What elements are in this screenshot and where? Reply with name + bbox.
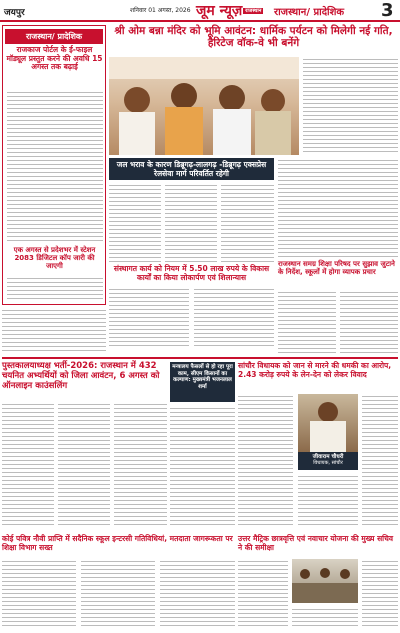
bottom-right-story-body-1 — [238, 559, 288, 629]
mla-caption-role: विधायक, सांचौर — [313, 460, 343, 466]
left-column-continued — [2, 308, 106, 353]
recruitment-story-body-1 — [2, 402, 54, 527]
bottom-left-story — [2, 535, 235, 631]
recruitment-story-body-3 — [114, 402, 167, 527]
rail-story-headline: जल भराव के कारण डिब्रूगढ़-लालगढ़ -डिब्रूगढ़ एक्सप्रेस रेलसेवा मार्ग परिवर्तित रहेगी — [109, 158, 274, 180]
mla-photo-caption — [298, 452, 358, 470]
recruitment-story — [2, 362, 167, 532]
bottom-right-story-body-2 — [292, 607, 358, 629]
masthead-date: शनिवार 01 अगस्त, 2026 — [130, 7, 191, 14]
masthead — [0, 0, 400, 22]
bottom-left-story-headline: कोई पवित्र नौवी प्राप्ति में सदैनिक स्कूल इन्टरसी गतिविधियां, मतदाता जागरूकता पर शिक्षा विभाग सख्त — [2, 534, 233, 552]
top-story-photo — [109, 57, 299, 155]
mla-photo — [298, 394, 358, 452]
page-number: 3 — [381, 0, 394, 21]
logo-tag: राजस्थान — [245, 8, 262, 14]
mla-story-body-2 — [298, 474, 358, 527]
left-column — [2, 25, 106, 305]
bottom-right-story-body-3 — [362, 559, 398, 629]
mla-story — [238, 362, 398, 532]
top-story-continued-body — [278, 158, 398, 258]
development-story-body-1 — [109, 287, 189, 349]
mla-caption-name: जीवाराम चौधरी — [312, 454, 344, 460]
education-story-headline: राजस्थान समग्र शिक्षा परिषद पर सुझाव जुटाने के निर्देश, स्कूलों में होगा व्यापक प्रचार — [278, 260, 395, 277]
education-story — [278, 260, 398, 355]
development-story-headline: संस्थागत कार्य को नियम में 5.50 लाख रुपये के विकास कार्यों का किया लोकार्पण एवं शिलान्यास — [113, 264, 270, 282]
section-tag: राजस्थान/ प्रादेशिक — [5, 29, 103, 44]
mla-story-body-3 — [362, 394, 398, 527]
farmer-story-body — [170, 406, 235, 527]
bottom-left-story-body-2 — [81, 559, 155, 629]
education-story-body-1 — [278, 290, 336, 355]
bottom-right-story-headline: उत्तर मैट्रिक छात्रवृत्ति एवं नवाचार योजना की मुख्य सचिव ने की समीक्षा — [238, 534, 394, 552]
meeting-photo — [292, 559, 358, 603]
newspaper-logo — [196, 1, 263, 20]
top-story-headline: श्री ओम बन्ना मंदिर को भूमि आवंटन: धार्मिक पर्यटन को मिलेगी नई गति, हैरिटेज वॉक-वे भी बनेंगे — [114, 25, 393, 50]
farmer-story-headline: मन्त्रालय फैसलों से हो रहा पूरा काम, सीएम किसानों का कल्याण: मुख्यमंत्री भजनलाल शर्मा — [170, 362, 235, 402]
bottom-left-story-body-1 — [2, 559, 76, 629]
recruitment-story-body-2 — [58, 402, 110, 527]
mla-story-headline: सांचौर विधायक को जान से मारने की धमकी का आरोप, 2.43 करोड़ रुपये के लेन-देन को लेकर विवाद — [238, 361, 392, 379]
rail-story-body-2 — [165, 183, 217, 263]
top-story — [109, 25, 398, 155]
logo-text: जूम न्यूज़ — [196, 3, 243, 19]
development-story — [109, 265, 274, 355]
left-story1-body — [7, 90, 103, 242]
bottom-right-story — [238, 535, 398, 631]
left-story2-headline: एक अगस्त से प्रदेशभर में स्टेशन 2083 डिजिटल कॉप जारी की जाएगी — [13, 246, 96, 271]
development-story-body-2 — [194, 287, 274, 349]
left-story2-body — [7, 276, 103, 302]
page-section: राजस्थान/ प्रादेशिक — [274, 7, 345, 18]
recruitment-story-headline: पुस्तकालयाध्यक्ष भर्ती-2026: राजस्थान में 432 चयनित अभ्यर्थियों को जिला आवंटन, 6 अगस्त को ऑनलाइन काउंसलिंग — [2, 361, 160, 391]
section-divider — [2, 357, 398, 359]
mla-story-body-1 — [238, 394, 293, 527]
left-story1-headline: राजकाज पोर्टल के ई-फाइल मॉड्यूल प्रस्तुत करने की अवधि 15 अगस्त तक बढ़ाई — [6, 45, 103, 72]
masthead-city: जयपुर — [4, 8, 25, 18]
rail-story-body-1 — [109, 183, 161, 263]
rail-story-body-3 — [221, 183, 274, 263]
bottom-left-story-body-3 — [160, 559, 235, 629]
farmer-story — [170, 362, 235, 532]
education-story-body-2 — [340, 290, 398, 355]
top-story-body — [303, 57, 398, 155]
